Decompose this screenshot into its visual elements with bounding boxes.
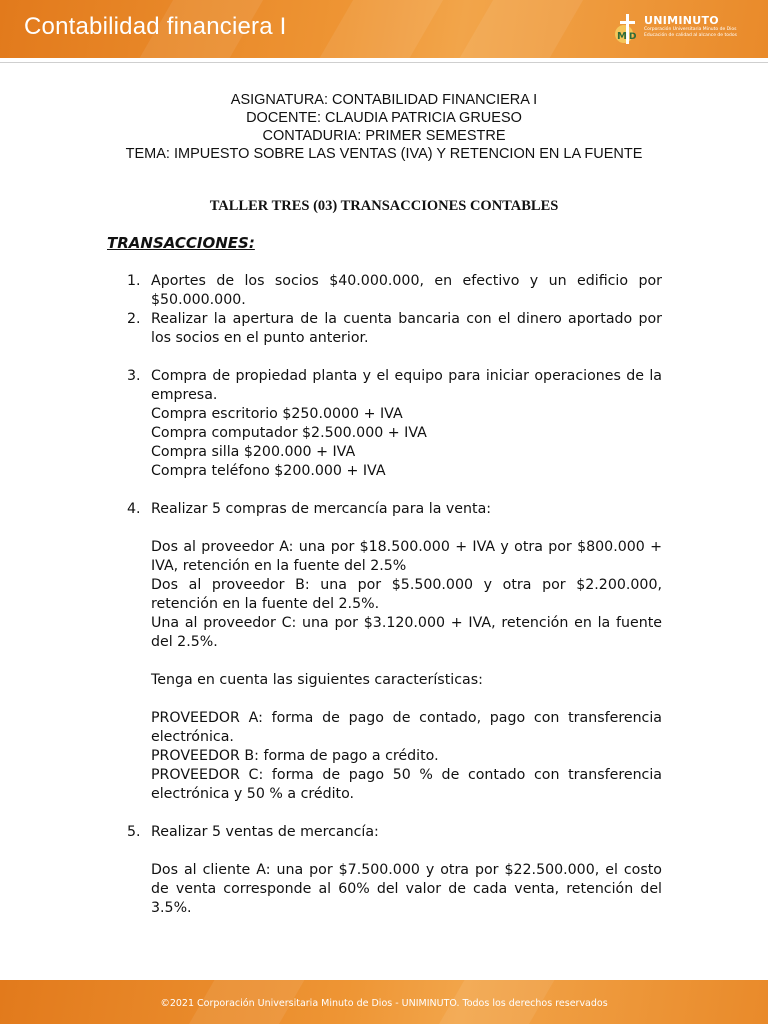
item-number: 3.: [127, 368, 141, 384]
purchase-line: Compra computador $2.500.000 + IVA: [151, 425, 427, 441]
list-item: [127, 310, 662, 348]
transactions-list: [127, 272, 662, 918]
page-header: [0, 0, 768, 58]
page-footer: [0, 980, 768, 1024]
logo-name: UNIMINUTO: [644, 14, 719, 27]
list-item: [127, 500, 662, 804]
uniminuto-logo: [614, 10, 764, 48]
item-number: 5.: [127, 824, 141, 840]
header-divider: [0, 62, 768, 63]
item-number: 2.: [127, 311, 141, 327]
contaduria-line: CONTADURIA: PRIMER SEMESTRE: [262, 128, 506, 144]
list-item: [127, 367, 662, 481]
svg-text:D: D: [629, 32, 637, 42]
course-title: Contabilidad financiera I: [24, 13, 287, 40]
supplier-terms: PROVEEDOR C: forma de pago 50 % de contado con transferencia electrónica y 50 % a crédito.: [151, 767, 662, 802]
list-item: [127, 272, 662, 310]
item-text: Aportes de los socios $40.000.000, en efectivo y un edificio por $50.000.000.: [151, 273, 662, 308]
characteristics-intro: Tenga en cuenta las siguientes características:: [151, 672, 483, 688]
purchase-line: Compra silla $200.000 + IVA: [151, 444, 356, 460]
supplier-terms: PROVEEDOR B: forma de pago a crédito.: [151, 748, 439, 764]
list-item: [127, 823, 662, 918]
logo-mark-icon: [614, 12, 642, 46]
purchase-line: Compra escritorio $250.0000 + IVA: [151, 406, 403, 422]
docente-line: DOCENTE: CLAUDIA PATRICIA GRUESO: [246, 110, 522, 126]
copyright-text: ©2021 Corporación Universitaria Minuto de Dios - UNIMINUTO. Todos los derechos reservados: [160, 998, 608, 1009]
item-text: Realizar la apertura de la cuenta bancaria con el dinero aportado por los socios en el punto anterior.: [151, 311, 662, 346]
item-number: 1.: [127, 273, 141, 289]
taller-title: TALLER TRES (03) TRANSACCIONES CONTABLES: [209, 198, 559, 214]
svg-text:M: M: [617, 31, 627, 42]
document-meta: [0, 91, 768, 163]
tema-line: TEMA: IMPUESTO SOBRE LAS VENTAS (IVA) Y RETENCION EN LA FUENTE: [125, 146, 643, 162]
supplier-terms: PROVEEDOR A: forma de pago de contado, pago con transferencia electrónica.: [151, 710, 662, 745]
item-text: Realizar 5 ventas de mercancía:: [151, 824, 379, 840]
item-text: Realizar 5 compras de mercancía para la venta:: [151, 501, 492, 517]
supplier-paragraph: Una al proveedor C: una por $3.120.000 + IVA, retención en la fuente del 2.5%.: [151, 615, 662, 650]
asignatura-line: ASIGNATURA: CONTABILIDAD FINANCIERA I: [230, 92, 538, 108]
client-paragraph: Dos al cliente A: una por $7.500.000 y otra por $22.500.000, el costo de venta corresponde al 60% del valor de cada venta, retención del 3.5%.: [151, 862, 662, 916]
section-heading: TRANSACCIONES:: [107, 234, 255, 252]
logo-subtitle: Corporación Universitaria Minuto de Dios Educación de calidad al alcance de todos: [644, 27, 737, 38]
item-number: 4.: [127, 501, 141, 517]
supplier-paragraph: Dos al proveedor B: una por $5.500.000 y otra por $2.200.000, retención en la fuente del 2.5%.: [151, 577, 662, 612]
purchase-line: Compra teléfono $200.000 + IVA: [151, 463, 386, 479]
supplier-paragraph: Dos al proveedor A: una por $18.500.000 + IVA y otra por $800.000 + IVA, retención en la fuente del 2.5%: [151, 539, 662, 574]
item-text: Compra de propiedad planta y el equipo para iniciar operaciones de la empresa.: [151, 368, 662, 403]
